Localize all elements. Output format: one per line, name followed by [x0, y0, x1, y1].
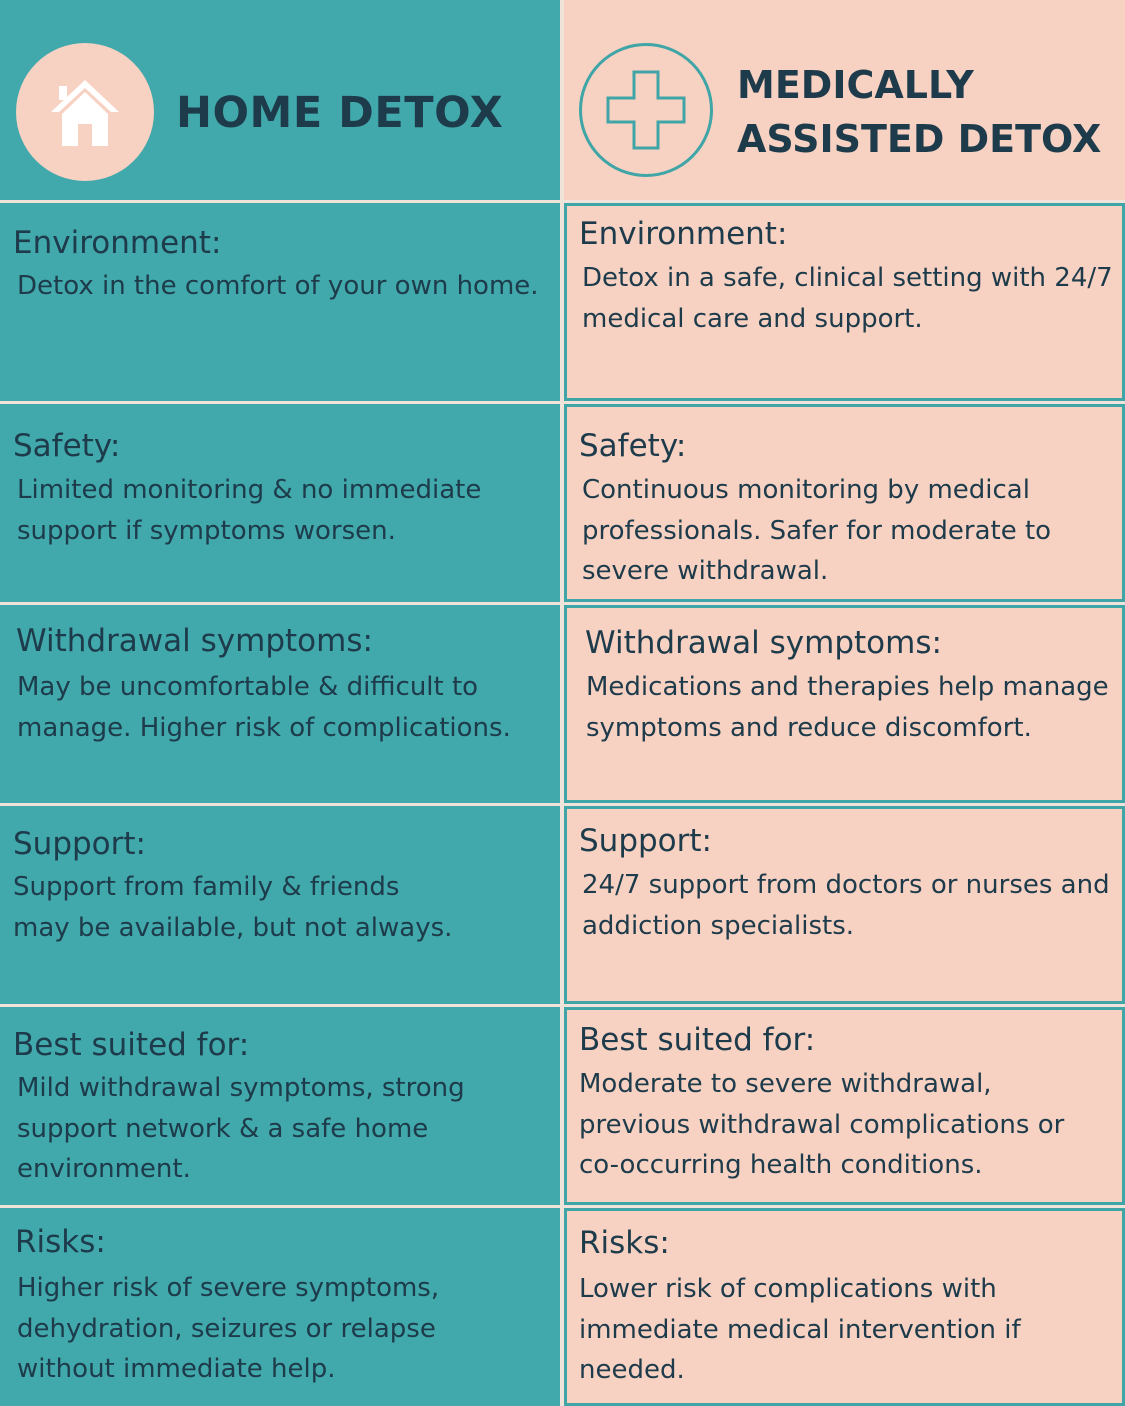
medical-support-text: 24/7 support from doctors or nurses and addiction specialists. — [582, 870, 1110, 941]
medical-detox-title-line2: ASSISTED DETOX — [737, 117, 1102, 161]
row-heading: Safety: — [13, 428, 121, 464]
medical-cross-icon — [579, 43, 713, 177]
home-safety-cell — [0, 404, 560, 602]
medical-best-suited-text: Moderate to severe withdrawal, previous withdrawal complications or co-occurring health conditions. — [579, 1069, 1065, 1180]
medical-support-cell — [564, 806, 1125, 1004]
medical-detox-header — [564, 0, 1125, 200]
medical-detox-title-line1: MEDICALLY — [737, 63, 974, 107]
medical-withdrawal-text: Medications and therapies help manage symptoms and reduce discomfort. — [586, 672, 1109, 743]
home-risks-cell — [0, 1208, 560, 1406]
row-heading: Environment: — [13, 225, 222, 261]
medical-risks-text: Lower risk of complications with immediate medical intervention if needed. — [579, 1274, 1021, 1385]
row-heading: Best suited for: — [579, 1022, 816, 1058]
medical-detox-title — [737, 58, 1101, 166]
home-best-suited-cell — [0, 1007, 560, 1205]
medical-safety-cell — [564, 404, 1125, 602]
row-heading: Support: — [579, 823, 712, 859]
home-withdrawal-text: May be uncomfortable & difficult to manage. Higher risk of complications. — [17, 672, 511, 743]
home-detox-header — [0, 0, 560, 200]
row-heading: Withdrawal symptoms: — [16, 623, 373, 659]
home-detox-title: HOME DETOX — [176, 88, 504, 138]
home-environment-cell — [0, 203, 560, 401]
home-risks-text: Higher risk of severe symptoms, dehydration, seizures or relapse without immediate help. — [17, 1273, 440, 1384]
home-best-suited-text: Mild withdrawal symptoms, strong support network & a safe home environment. — [17, 1073, 465, 1184]
home-support-text: Support from family & friends may be available, but not always. — [13, 872, 453, 943]
home-support-cell — [0, 806, 560, 1004]
medical-withdrawal-cell — [564, 605, 1125, 803]
row-heading: Best suited for: — [13, 1027, 250, 1063]
home-safety-text: Limited monitoring & no immediate support if symptoms worsen. — [17, 475, 482, 546]
row-heading: Environment: — [579, 216, 788, 252]
row-heading: Safety: — [579, 428, 687, 464]
home-withdrawal-cell — [0, 605, 560, 803]
medical-risks-cell — [564, 1208, 1125, 1406]
medical-safety-text: Continuous monitoring by medical professionals. Safer for moderate to severe withdrawal. — [582, 475, 1052, 586]
row-heading: Support: — [13, 826, 146, 862]
medical-environment-text: Detox in a safe, clinical setting with 24/7 medical care and support. — [582, 263, 1113, 334]
medical-environment-cell — [564, 203, 1125, 401]
row-heading: Risks: — [579, 1225, 670, 1261]
medical-best-suited-cell — [564, 1007, 1125, 1205]
row-heading: Withdrawal symptoms: — [585, 625, 942, 661]
house-icon — [16, 43, 154, 181]
row-heading: Risks: — [15, 1224, 106, 1260]
home-environment-text: Detox in the comfort of your own home. — [17, 271, 539, 301]
